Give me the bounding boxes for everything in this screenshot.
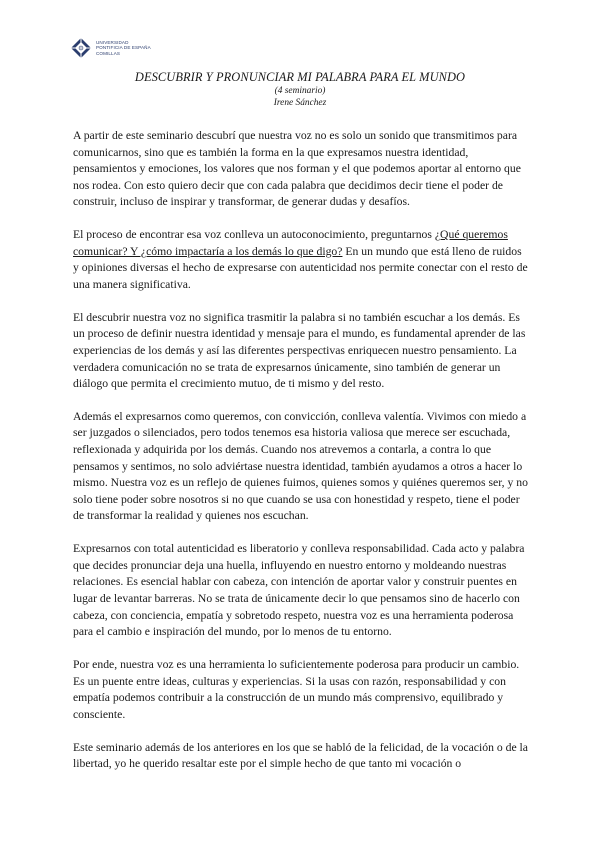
document-title: DESCUBRIR Y PRONUNCIAR MI PALABRA PARA EL MUNDO <box>134 70 466 84</box>
paragraph-2 <box>73 227 529 293</box>
document-author: Irene Sánchez <box>273 98 327 108</box>
document-body <box>73 128 529 789</box>
document-subtitle: (4 seminario) <box>274 86 326 96</box>
paragraph-1: A partir de este seminario descubrí que nuestra voz no es solo un sonido que transmitimos para comunicarnos, sino que es también la forma en la que expresamos nuestra identidad, pensamientos y emociones, los valores que nos forman y el que podemos aportar al entorno que nos rodea. Con esto quiero decir que con cada palabra que decidimos decir tiene el poder de construir, incluso de inspirar y transformar, de generar dudas y desafíos. <box>73 129 521 209</box>
paragraph-2-intro: El proceso de encontrar esa voz conlleva un autoconocimiento, preguntarnos <box>73 228 435 242</box>
logo-line-1: UNIVERSIDAD <box>96 39 129 45</box>
logo-line-2: PONTIFICIA DE ESPAÑA <box>96 45 151 51</box>
university-logo-icon <box>70 37 92 59</box>
paragraph-3: El descubrir nuestra voz no significa trasmitir la palabra si no también escuchar a los demás. Es un proceso de definir nuestra identidad y mensaje para el mundo, es fundamental aprender de las experiencias de los demás y así las diferentes perspectivas enriquecen nuestro pensamiento. La verdadera comunicación no se trata de expresarnos únicamente, sino también de generar un diálogo que permita el crecimiento mutuo, de ti mismo y del resto. <box>73 310 526 391</box>
university-logo <box>70 36 151 60</box>
paragraph-4: Además el expresarnos como queremos, con convicción, conlleva valentía. Vivimos con miedo a ser juzgados o silenciados, pero todos tenemos esa historia valiosa que merece ser escuchada, reflexionada y adquirida por los demás. Cuando nos atrevemos a contarla, a contra lo que pensamos y sentimos, no solo adviértase nuestra identidad, también ayudamos a otros a hacer lo mismo. Nuestra voz es un reflejo de quienes fuimos, quienes somos y quiénes queremos ser, y no solo tiene poder sobre nosotros si no que cuando se usa con honestidad y respeto, tiene el poder de transformar la realidad y quienes nos escuchan. <box>73 409 528 523</box>
paragraph-2-questions: ¿Qué queremos comunicar? Y ¿cómo impactaría a los demás lo que digo? <box>73 228 508 258</box>
paragraph-2-rest: En un mundo que está lleno de ruidos y opiniones diversas el hecho de expresarse con autenticidad nos permite conectar con el resto de una manera significativa. <box>73 244 528 291</box>
document-header <box>0 70 600 109</box>
paragraph-6: Por ende, nuestra voz es una herramienta lo suficientemente poderosa para producir un cambio. Es un puente entre ideas, culturas y experiencias. Si la usas con razón, responsabilidad y con empatía podemos contribuir a la construcción de un mundo más comprensivo, equilibrado y consciente. <box>73 657 520 721</box>
logo-line-3: COMILLAS <box>96 50 121 56</box>
university-name <box>96 40 151 56</box>
paragraph-7: Este seminario además de los anteriores en los que se habló de la felicidad, de la vocación o de la libertad, yo he querido resaltar este por el simple hecho de que tanto mi vocación o <box>73 740 528 771</box>
paragraph-5: Expresarnos con total autenticidad es liberatorio y conlleva responsabilidad. Cada acto y palabra que decides pronunciar deja una huella, influyendo en nuestro entorno y moldeando nuestras relaciones. Es esencial hablar con cabeza, con intención de aportar valor y construir puentes en lugar de levantar barreras. No se trata de únicamente decir lo que pensamos sino de hacerlo con cabeza, con conciencia, empatía y sobretodo respeto, nuestra voz es una herramienta poderosa para el cambio e inspiración del mundo, por lo menos de tu entorno. <box>73 542 525 639</box>
